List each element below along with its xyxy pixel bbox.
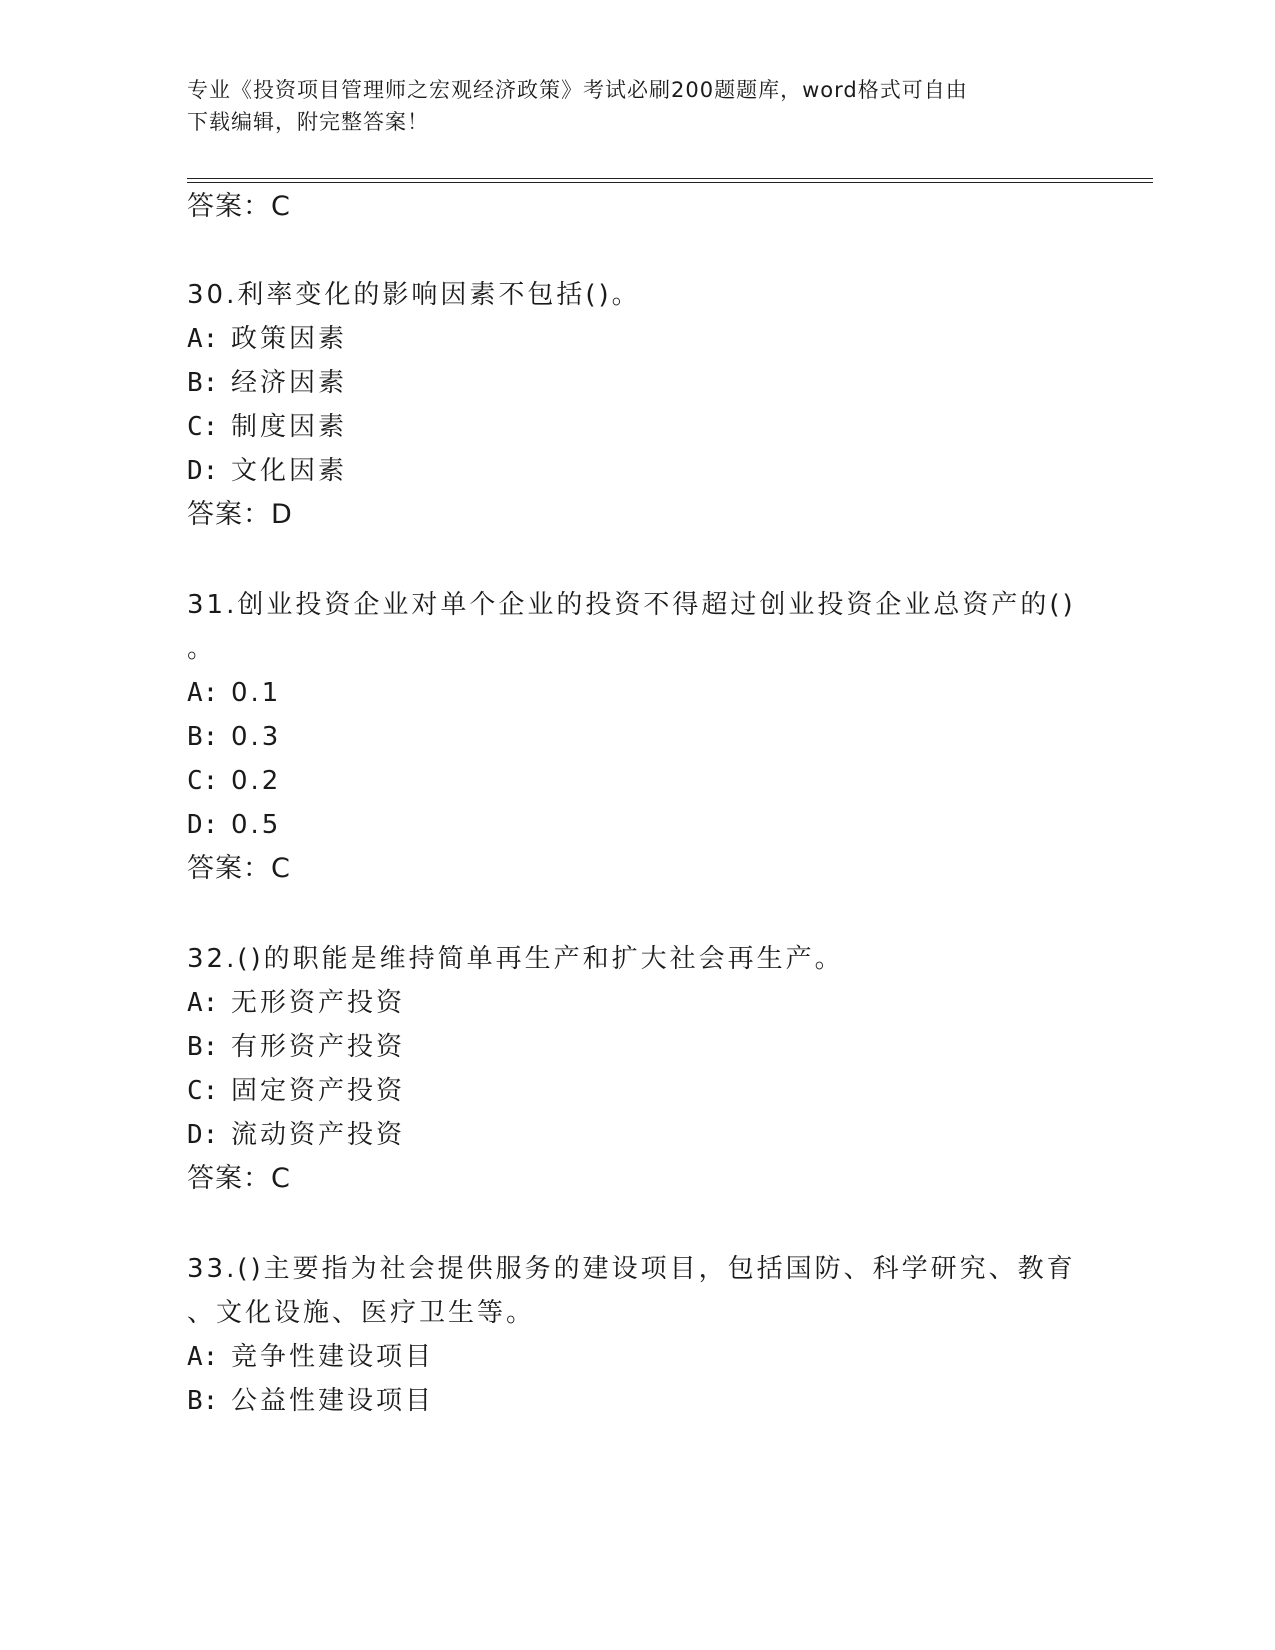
option-b [187,366,347,400]
previous-answer: 答案：C [187,191,291,222]
option-letter: A: [187,324,219,354]
answer: 答案：C [187,853,291,884]
option-d [187,808,281,842]
option-letter: B: [187,368,219,398]
header-line-1: 专业《投资项目管理师之宏观经济政策》考试必刷200题题库，word格式可自由 [187,78,968,102]
document-header [187,74,1087,138]
option-a [187,322,347,356]
answer: 答案：C [187,1163,291,1194]
option-c [187,410,347,444]
option-letter: B: [187,722,219,752]
option-a [187,986,405,1020]
option-text: 制度因素 [231,412,348,442]
option-letter: C: [187,766,219,796]
option-a [187,676,281,710]
header-line-2: 下载编辑，附完整答案！ [187,110,429,134]
option-letter: C: [187,412,219,442]
option-a [187,1340,434,1374]
option-text: 固定资产投资 [231,1076,406,1106]
option-text: 公益性建设项目 [231,1386,435,1416]
option-c [187,764,281,798]
option-letter: A: [187,678,219,708]
question-stem: 31.创业投资企业对单个企业的投资不得超过创业投资企业总资产的() [187,590,1076,620]
option-text: 政策因素 [231,324,348,354]
option-letter: C: [187,1076,219,1106]
option-d [187,454,347,488]
option-text: 有形资产投资 [231,1032,406,1062]
option-text: 竞争性建设项目 [231,1342,435,1372]
option-letter: B: [187,1386,219,1416]
option-text: 流动资产投资 [231,1120,406,1150]
option-b [187,1030,405,1064]
question-stem: 33.()主要指为社会提供服务的建设项目，包括国防、科学研究、教育 [187,1254,1076,1284]
question-stem: 32.()的职能是维持简单再生产和扩大社会再生产。 [187,944,844,974]
option-text: 0.3 [231,722,282,752]
option-letter: B: [187,1032,219,1062]
option-letter: D: [187,456,219,486]
question-stem-continued: 。 [187,634,217,664]
option-text: 经济因素 [231,368,348,398]
question-stem: 30.利率变化的影响因素不包括()。 [187,280,641,310]
option-text: 无形资产投资 [231,988,406,1018]
option-letter: D: [187,1120,219,1150]
option-text: 0.1 [231,678,282,708]
option-text: 文化因素 [231,456,348,486]
header-divider-bottom [187,182,1153,183]
option-letter: D: [187,810,219,840]
question-stem-continued: 、文化设施、医疗卫生等。 [187,1298,536,1328]
option-d [187,1118,405,1152]
header-divider-top [187,178,1153,179]
option-letter: A: [187,1342,219,1372]
option-letter: A: [187,988,219,1018]
answer: 答案：D [187,499,293,530]
option-b [187,720,281,754]
option-text: 0.5 [231,810,282,840]
option-text: 0.2 [231,766,282,796]
option-b [187,1384,434,1418]
option-c [187,1074,405,1108]
